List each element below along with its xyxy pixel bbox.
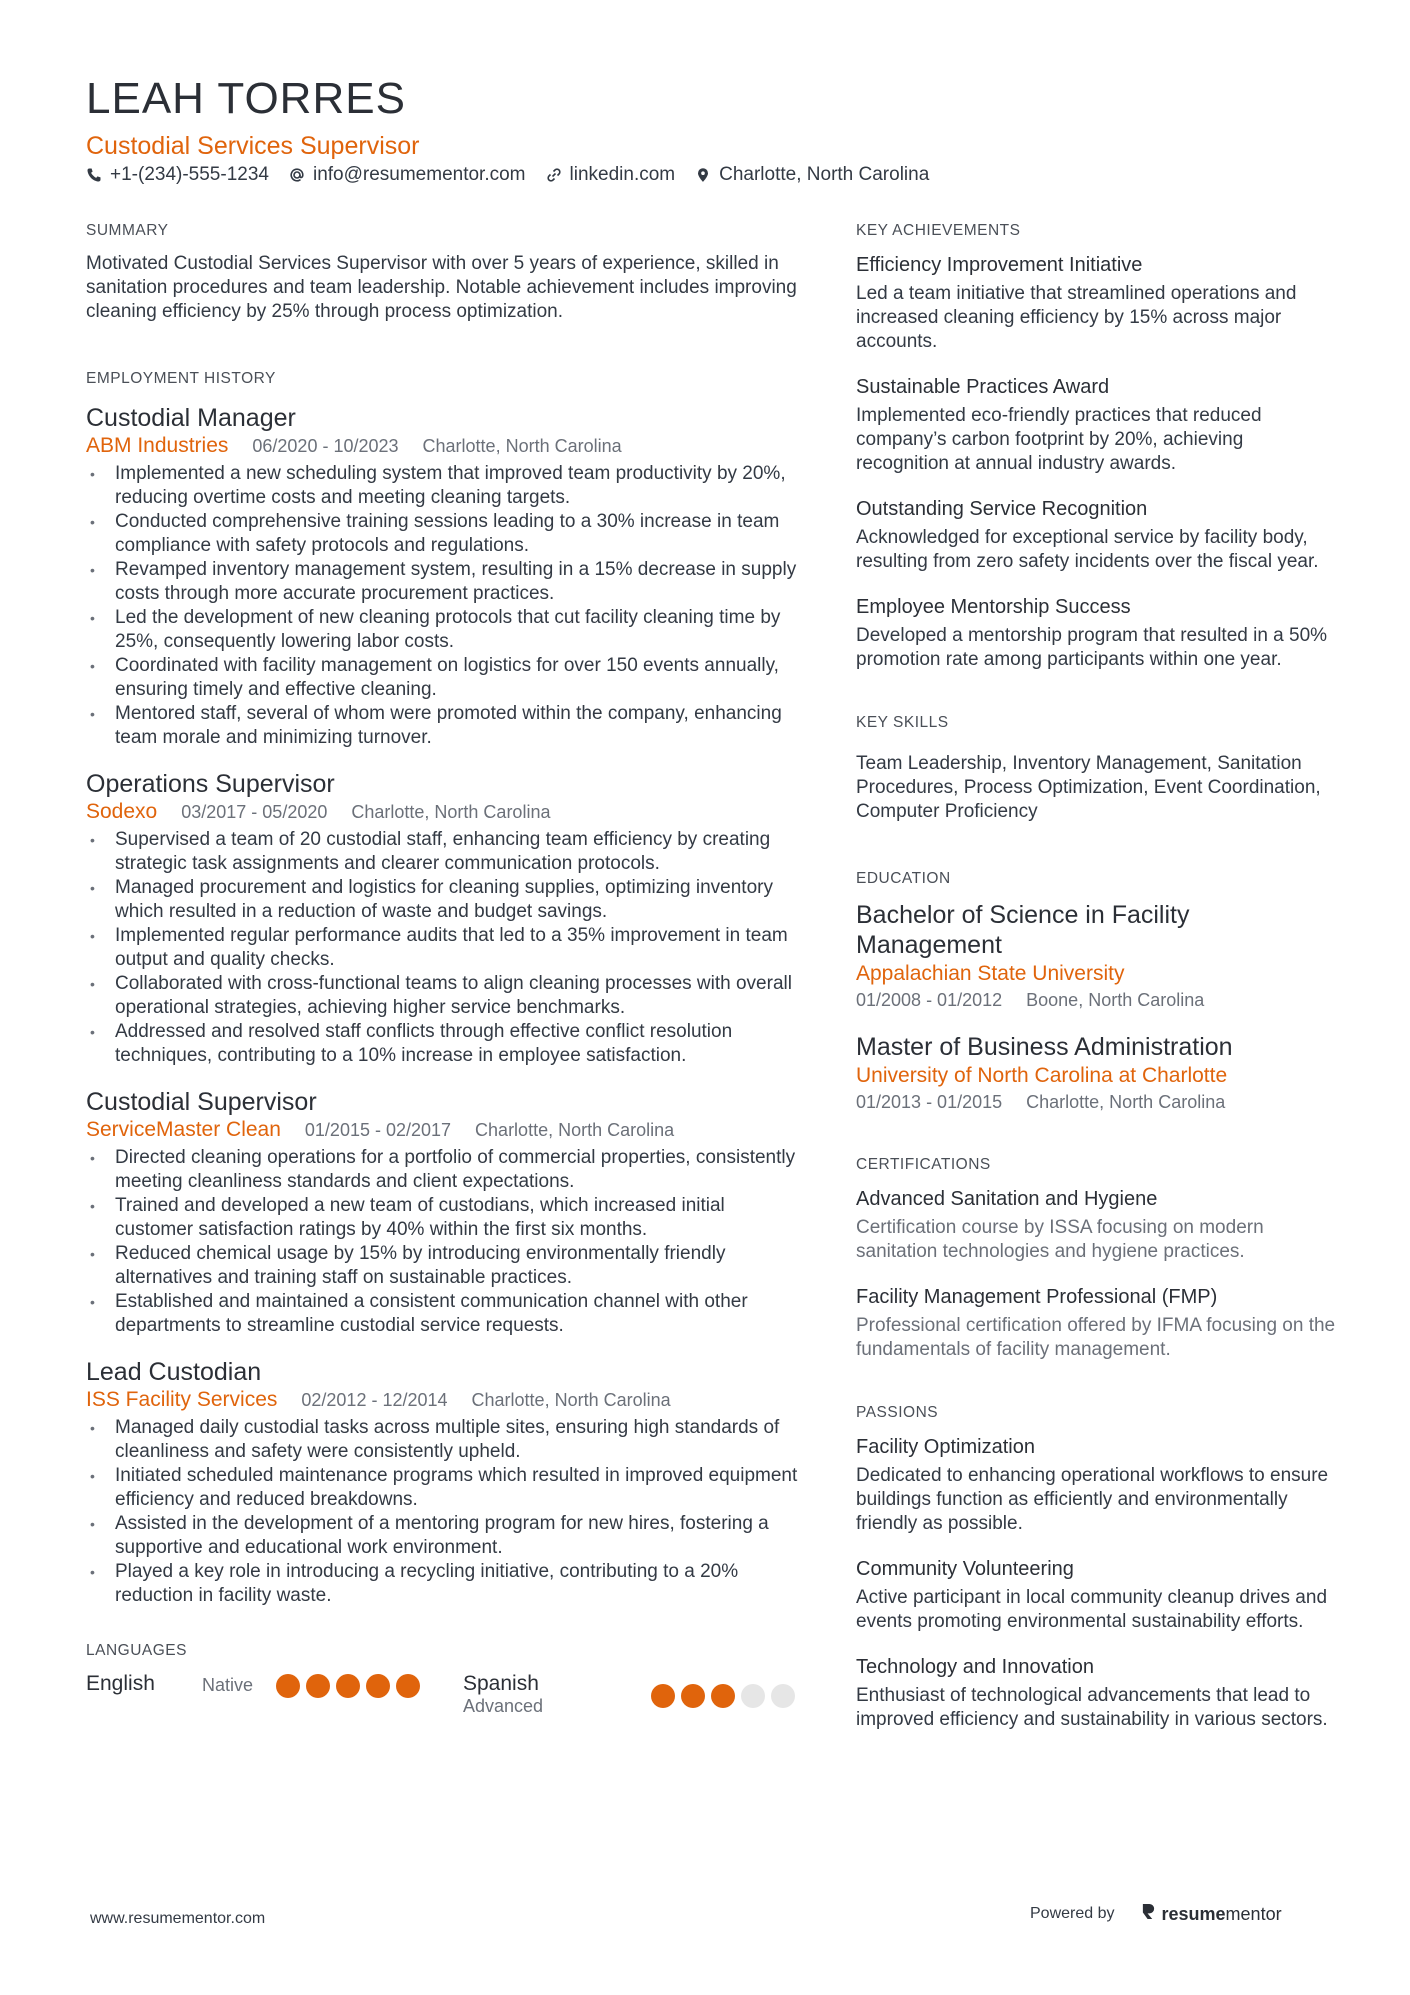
job-entry (86, 402, 802, 750)
certification-desc: Certification course by ISSA focusing on modern sanitation technologies and hygiene practices. (856, 1217, 1264, 1262)
contact-location-text: Charlotte, North Carolina (719, 164, 930, 185)
job-bullet: • Addressed and resolved staff conflicts through effective conflict resolution techniques, contributing to a 10% increase in employee satisfaction. (86, 1020, 802, 1068)
education-dates: 01/2013 - 01/2015 (856, 1092, 1003, 1112)
passion-title: Facility Optimization (856, 1436, 1035, 1458)
education-heading: EDUCATION (856, 870, 951, 887)
passion-desc: Dedicated to enhancing operational workflows to ensure buildings function as efficiently and environmentally friendly as possible. (856, 1465, 1329, 1534)
job-bullet: • Led the development of new cleaning protocols that cut facility cleaning time by 25%, consequently lowering labor costs. (86, 606, 802, 654)
rating-dot (336, 1674, 360, 1698)
education-school: Appalachian State University (856, 962, 1125, 985)
job-dates: 01/2015 - 02/2017 (304, 1120, 452, 1140)
rating-dot (306, 1674, 330, 1698)
rating-dot (276, 1674, 300, 1698)
passion-item (856, 1654, 1336, 1732)
passions-heading: PASSIONS (856, 1404, 939, 1421)
job-entry (86, 768, 802, 1068)
job-bullet: • Revamped inventory management system, resulting in a 15% decrease in supply costs through more accurate procurement practices. (86, 558, 802, 606)
footer-website[interactable]: www.resumementor.com (90, 1910, 266, 1927)
job-bullet: • Implemented a new scheduling system that improved team productivity by 20%, reducing overtime costs and meeting cleaning targets. (86, 462, 802, 510)
job-bullets (86, 1146, 802, 1338)
education-meta (856, 1090, 1336, 1114)
job-bullet: • Established and maintained a consistent communication channel with other departments to streamline custodial service requests. (86, 1290, 802, 1338)
job-entry (86, 1356, 802, 1608)
education-item (856, 900, 1336, 1012)
location-pin-icon (695, 167, 711, 183)
powered-by-label: Powered by (1030, 1905, 1115, 1922)
left-column (86, 222, 802, 1717)
job-meta (86, 800, 802, 824)
brand-wordmark-bold: resume (1161, 1903, 1226, 1924)
job-company: ISS Facility Services (86, 1388, 278, 1411)
rating-dot (651, 1684, 675, 1708)
job-title: Custodial Supervisor (86, 1088, 317, 1116)
job-title: Custodial Manager (86, 404, 296, 432)
job-company: ABM Industries (86, 434, 229, 457)
achievement-desc: Led a team initiative that streamlined operations and increased cleaning efficiency by 15% across major accounts. (856, 283, 1297, 352)
job-bullets (86, 1416, 802, 1608)
job-bullet: • Supervised a team of 20 custodial staff, enhancing team efficiency by creating strategic task assignments and clearer communication protocols. (86, 828, 802, 876)
job-dates: 06/2020 - 10/2023 (252, 436, 399, 456)
brand-wordmark-rest: mentor (1225, 1903, 1282, 1924)
job-bullet: • Mentored staff, several of whom were promoted within the company, enhancing team morale and minimizing turnover. (86, 702, 802, 750)
achievement-desc: Developed a mentorship program that resulted in a 50% promotion rate among participants within one year. (856, 625, 1328, 670)
achievement-desc: Acknowledged for exceptional service by facility body, resulting from zero safety incidents over the fiscal year. (856, 527, 1319, 572)
job-meta (86, 1118, 802, 1142)
job-bullet: • Conducted comprehensive training sessions leading to a 30% increase in team compliance with safety protocols and regulations. (86, 510, 802, 558)
job-bullet: • Coordinated with facility management on logistics for over 150 events annually, ensuring timely and effective cleaning. (86, 654, 802, 702)
job-bullets (86, 462, 802, 750)
skills-heading: KEY SKILLS (856, 714, 949, 731)
achievement-title: Outstanding Service Recognition (856, 498, 1148, 520)
language-name: English (86, 1672, 155, 1695)
job-dates: 02/2012 - 12/2014 (301, 1390, 448, 1410)
education-meta (856, 988, 1336, 1012)
right-column (856, 222, 1336, 1752)
footer-branding (1030, 1903, 1282, 1925)
contact-email[interactable] (289, 164, 526, 186)
rating-dot (366, 1674, 390, 1698)
certification-item (856, 1186, 1336, 1264)
contact-location (695, 164, 929, 186)
job-bullet: • Assisted in the development of a mentoring program for new hires, fostering a supportive and educational work environment. (86, 1512, 802, 1560)
job-location: Charlotte, North Carolina (422, 436, 622, 456)
job-bullet: • Played a key role in introducing a recycling initiative, contributing to a 20% reduction in facility waste. (86, 1560, 802, 1608)
skills-text: Team Leadership, Inventory Management, Sanitation Procedures, Process Optimization, Event Coordination, Computer Proficiency (856, 753, 1321, 822)
job-company: Sodexo (86, 800, 158, 823)
certification-item (856, 1284, 1336, 1362)
certification-desc: Professional certification offered by IFMA focusing on the fundamentals of facility management. (856, 1315, 1336, 1360)
passion-desc: Active participant in local community cleanup drives and events promoting environmental sustainability efforts. (856, 1587, 1328, 1632)
brand-logo[interactable] (1141, 1903, 1282, 1925)
language-spanish (463, 1672, 795, 1717)
contact-linkedin-text: linkedin.com (569, 164, 676, 185)
job-location: Charlotte, North Carolina (475, 1120, 675, 1140)
candidate-role: Custodial Services Supervisor (86, 132, 420, 160)
certification-title: Facility Management Professional (FMP) (856, 1286, 1218, 1308)
education-degree: Bachelor of Science in Facility Management (856, 901, 1190, 959)
rating-dot (396, 1674, 420, 1698)
contact-linkedin[interactable] (546, 164, 676, 186)
achievement-item (856, 594, 1336, 672)
language-rating (651, 1672, 795, 1708)
language-english (86, 1672, 463, 1698)
languages-heading: LANGUAGES (86, 1642, 187, 1659)
education-school: University of North Carolina at Charlotte (856, 1064, 1228, 1087)
contact-bar (86, 164, 929, 186)
job-meta (86, 434, 802, 458)
job-location: Charlotte, North Carolina (471, 1390, 671, 1410)
job-bullet: • Reduced chemical usage by 15% by introducing environmentally friendly alternatives and training staff on sustainable practices. (86, 1242, 802, 1290)
language-level: Native (202, 1675, 254, 1695)
job-meta (86, 1388, 802, 1412)
achievement-item (856, 374, 1336, 476)
rating-dot (681, 1684, 705, 1708)
job-bullet: • Managed daily custodial tasks across multiple sites, ensuring high standards of cleanliness and safety were consistently upheld. (86, 1416, 802, 1464)
job-bullet: • Trained and developed a new team of custodians, which increased initial customer satisfaction ratings by 40% within the first six months. (86, 1194, 802, 1242)
job-bullet: • Managed procurement and logistics for cleaning supplies, optimizing inventory which resulted in a reduction of waste and budget savings. (86, 876, 802, 924)
job-entry (86, 1086, 802, 1338)
job-bullet: • Implemented regular performance audits that led to a 35% improvement in team output and quality checks. (86, 924, 802, 972)
contact-phone-text: +1-(234)-555-1234 (110, 164, 269, 185)
education-degree: Master of Business Administration (856, 1033, 1233, 1061)
job-bullet: • Directed cleaning operations for a portfolio of commercial properties, consistently meeting cleanliness standards and client expectations. (86, 1146, 802, 1194)
achievement-title: Employee Mentorship Success (856, 596, 1131, 618)
summary-heading: SUMMARY (86, 222, 169, 239)
job-bullet: • Initiated scheduled maintenance programs which resulted in improved equipment efficiency and reduced breakdowns. (86, 1464, 802, 1512)
job-dates: 03/2017 - 05/2020 (181, 802, 328, 822)
job-company: ServiceMaster Clean (86, 1118, 281, 1141)
education-location: Boone, North Carolina (1026, 990, 1205, 1010)
achievement-title: Efficiency Improvement Initiative (856, 254, 1143, 276)
job-bullets (86, 828, 802, 1068)
languages-list (86, 1672, 802, 1717)
certifications-heading: CERTIFICATIONS (856, 1156, 991, 1173)
education-dates: 01/2008 - 01/2012 (856, 990, 1003, 1010)
language-label-group (463, 1672, 651, 1717)
passion-item (856, 1556, 1336, 1634)
at-icon (289, 167, 305, 183)
job-title: Lead Custodian (86, 1358, 262, 1386)
certification-title: Advanced Sanitation and Hygiene (856, 1188, 1158, 1210)
achievement-item (856, 496, 1336, 574)
job-location: Charlotte, North Carolina (351, 802, 551, 822)
passion-desc: Enthusiast of technological advancements that lead to improved efficiency and sustainability in various sectors. (856, 1685, 1328, 1730)
education-location: Charlotte, North Carolina (1026, 1092, 1226, 1112)
language-name: Spanish (463, 1672, 539, 1695)
achievement-item (856, 252, 1336, 354)
passion-title: Technology and Innovation (856, 1656, 1094, 1678)
brand-logo-icon (1141, 1903, 1156, 1925)
contact-email-text: info@resumementor.com (312, 164, 526, 185)
achievements-heading: KEY ACHIEVEMENTS (856, 222, 1021, 239)
job-title: Operations Supervisor (86, 770, 335, 798)
rating-dot (741, 1684, 765, 1708)
candidate-name: LEAH TORRES (86, 74, 406, 123)
link-icon (546, 167, 562, 183)
employment-heading: EMPLOYMENT HISTORY (86, 370, 276, 387)
phone-icon (86, 167, 102, 183)
brand-wordmark (1162, 1904, 1282, 1925)
rating-dot (771, 1684, 795, 1708)
education-item (856, 1032, 1336, 1114)
rating-dot (711, 1684, 735, 1708)
passion-item (856, 1434, 1336, 1536)
achievement-title: Sustainable Practices Award (856, 376, 1110, 398)
summary-text: Motivated Custodial Services Supervisor with over 5 years of experience, skilled in sanitation procedures and team leadership. Notable achievement includes improving cleaning efficiency by 25% through process optimization. (86, 253, 797, 322)
achievement-desc: Implemented eco-friendly practices that reduced company’s carbon footprint by 20%, achieving recognition at annual industry awards. (856, 405, 1262, 474)
passion-title: Community Volunteering (856, 1558, 1074, 1580)
language-rating (276, 1672, 420, 1698)
language-level: Advanced (463, 1696, 544, 1716)
contact-phone (86, 164, 269, 186)
job-bullet: • Collaborated with cross-functional teams to align cleaning processes with overall operational strategies, achieving higher service benchmarks. (86, 972, 802, 1020)
